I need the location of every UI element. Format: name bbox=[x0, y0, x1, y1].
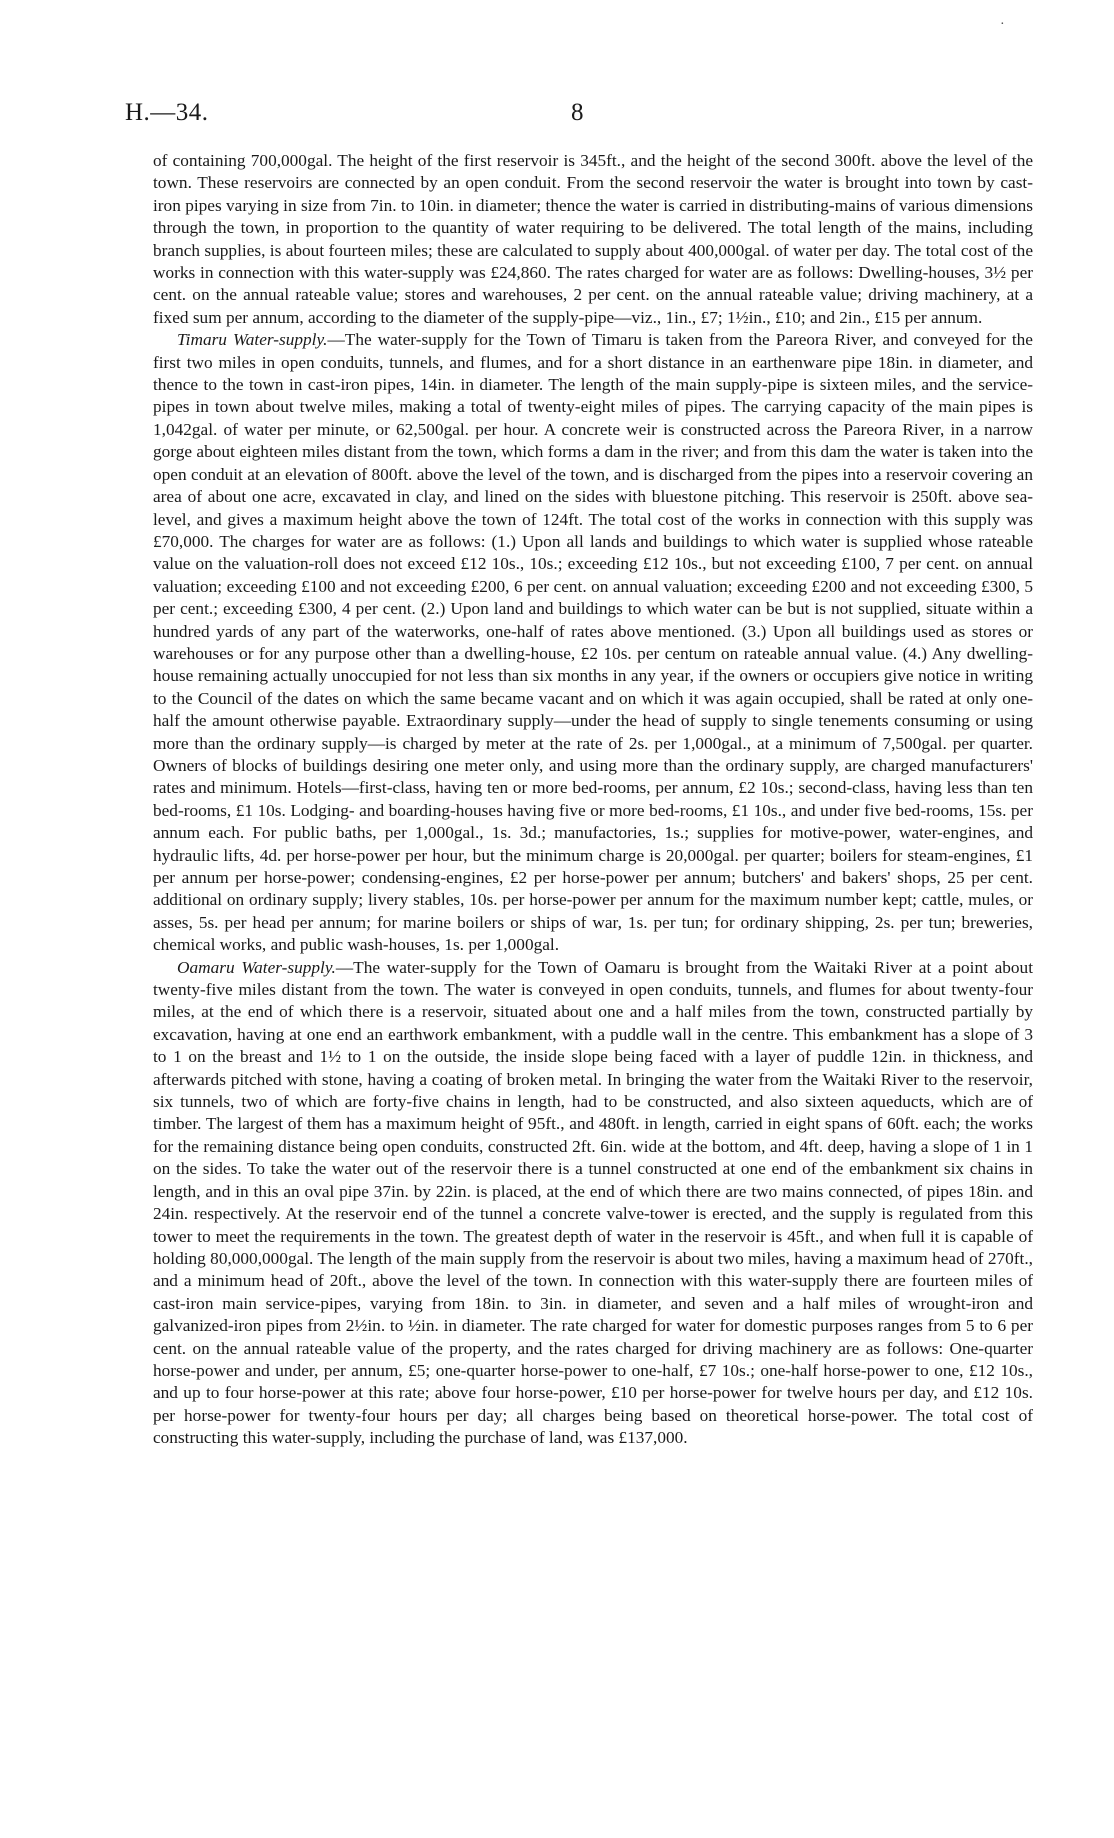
paragraph-continuation bbox=[153, 150, 1033, 329]
section-heading-oamaru: Oamaru Water-supply. bbox=[177, 957, 336, 977]
body-text bbox=[153, 150, 1033, 1450]
paragraph-timaru bbox=[153, 329, 1033, 956]
section-heading-timaru: Timaru Water-supply. bbox=[177, 330, 328, 350]
paragraph-oamaru bbox=[153, 957, 1033, 1450]
paragraph-text: —The water-supply for the Town of Timaru is taken from the Pareora River, and conveyed for the first two miles in open conduits, tunnels, and flumes, and for a short distance in an earthenware pipe 18in. in diameter, and thence to the town in cast-iron pipes, 14in. in diameter. The length of the main supply-pipe is sixteen miles, and the service-pipes in town about twelve miles, making a total of twenty-eight miles of pipes. The carrying capacity of the main pipes is 1,042gal. of water per minute, or 62,500gal. per hour. A concrete weir is constructed across the Pareora River, in a narrow gorge about eighteen miles distant from the town, which forms a dam in the river; and from this dam the water is taken into the open conduit at an elevation of 800ft. above the level of the town, and is discharged from the pipes into a reservoir covering an area of about one acre, excavated in clay, and lined on the sides with bluestone pitching. This reservoir is 250ft. above sea-level, and gives a maximum height above the town of 124ft. The total cost of the works in connection with this supply was £70,000. The charges for water are as follows: (1.) Upon all lands and buildings to which water is supplied whose rateable value on the valuation-roll does not exceed £12 10s., 10s.; exceeding £12 10s., but not exceeding £100, 7 per cent. on annual valuation; exceeding £100 and not exceeding £200, 6 per cent. on annual valuation; exceeding £200 and not exceeding £300, 5 per cent.; exceeding £300, 4 per cent. (2.) Upon land and buildings to which water can be but is not supplied, situate within a hundred yards of any part of the waterworks, one-half of rates above mentioned. (3.) Upon all buildings used as stores or warehouses or for any purpose other than a dwelling-house, £2 10s. per centum on rateable annual value. (4.) Any dwelling-house remaining actually unoccupied for not less than six months in any year, if the owners or occupiers give notice in writing to the Council of the dates on which the same became vacant and on which it was again occupied, shall be rated at only one-half the amount otherwise payable. Extraordinary supply—under the head of supply to single tenements consuming or using more than the ordinary supply—is charged by meter at the rate of 2s. per 1,000gal., at a minimum of 7,500gal. per quarter. Owners of blocks of buildings desiring one meter only, and using more than the ordinary supply, are charged manufacturers' rates and minimum. Hotels—first-class, having ten or more bed-rooms, per annum, £2 10s.; second-class, having less than ten bed-rooms, £1 10s. Lodging- and boarding-houses having five or more bed-rooms, £1 10s., and under five bed-rooms, 15s. per annum each. For public baths, per 1,000gal., 1s. 3d.; manufactories, 1s.; supplies for motive-power, water-engines, and hydraulic lifts, 4d. per horse-power per hour, but the minimum charge is 20,000gal. per quarter; boilers for steam-engines, £1 per annum per horse-power; condensing-engines, £2 per horse-power per annum; butchers' and bakers' shops, 25 per cent. additional on ordinary supply; livery stables, 10s. per horse-power per annum for the maximum number kept; cattle, mules, or asses, 5s. per head per annum; for marine boilers or ships of war, 1s. per tun; for ordinary shipping, 2s. per tun; breweries, chemical works, and public wash-houses, 1s. per 1,000gal. bbox=[153, 330, 1033, 955]
corner-mark: · bbox=[1000, 17, 1005, 32]
paragraph-text: of containing 700,000gal. The height of the first reservoir is 345ft., and the height of the second 300ft. above the level of the town. These reservoirs are connected by an open conduit. From the second reservoir the water is brought into town by cast-iron pipes varying in size from 7in. to 10in. in diameter; thence the water is carried in distributing-mains of various dimensions through the town, in proportion to the quantity of water requiring to be delivered. The total length of the mains, including branch supplies, is about fourteen miles; these are calculated to supply about 400,000gal. of water per day. The total cost of the works in connection with this water-supply was £24,860. The rates charged for water are as follows: Dwelling-houses, 3½ per cent. on the annual rateable value; stores and warehouses, 2 per cent. on the annual rateable value; driving machinery, at a fixed sum per annum, according to the diameter of the supply-pipe—viz., 1in., £7; 1½in., £10; and 2in., £15 per annum. bbox=[153, 151, 1033, 327]
page-header bbox=[125, 98, 1033, 132]
paragraph-text: —The water-supply for the Town of Oamaru is brought from the Waitaki River at a point about twenty-five miles distant from the town. The water is conveyed in open conduits, tunnels, and flumes for about twenty-four miles, at the end of which there is a reservoir, situated about one and a half miles from the town, constructed partially by excavation, having at one end an earthwork embankment, with a puddle wall in the centre. This embankment has a slope of 3 to 1 on the breast and 1½ to 1 on the outside, the inside slope being faced with a layer of puddle 12in. in thickness, and afterwards pitched with stone, having a coating of broken metal. In bringing the water from the Waitaki River to the reservoir, six tunnels, two of which are forty-five chains in length, had to be constructed, and also sixteen aqueducts, which are of timber. The largest of them has a maximum height of 95ft., and 480ft. in length, carried in eight spans of 60ft. each; the works for the remaining distance being open conduits, constructed 2ft. 6in. wide at the bottom, and 4ft. deep, having a slope of 1 in 1 on the sides. To take the water out of the reservoir there is a tunnel constructed at one end of the embankment six chains in length, and in this an oval pipe 37in. by 22in. is placed, at the end of which there are two mains connected, of pipes 18in. and 24in. respectively. At the reservoir end of the tunnel a concrete valve-tower is erected, and the supply is regulated from this tower to meet the requirements in the town. The greatest depth of water in the reservoir is 45ft., and when full it is capable of holding 80,000,000gal. The length of the main supply from the reservoir is about two miles, having a maximum head of 270ft., and a minimum head of 20ft., above the level of the town. In connection with this water-supply there are fourteen miles of cast-iron main service-pipes, varying from 18in. to 3in. in diameter, and seven and a half miles of wrought-iron and galvanized-iron pipes from 2½in. to ½in. in diameter. The rate charged for water for domestic purposes ranges from 5 to 6 per cent. on the annual rateable value of the property, and the rates charged for driving machinery are as follows: One-quarter horse-power and under, per annum, £5; one-quarter horse-power to one-half, £7 10s.; one-half horse-power to one, £12 10s., and up to four horse-power at this rate; above four horse-power, £10 per horse-power for twelve hours per day, and £12 10s. per horse-power for twenty-four hours per day; all charges being based on theoretical horse-power. The total cost of constructing this water-supply, including the purchase of land, was £137,000. bbox=[153, 957, 1034, 1448]
document-reference: H.—34. bbox=[125, 99, 209, 126]
page-number: 8 bbox=[571, 99, 584, 126]
